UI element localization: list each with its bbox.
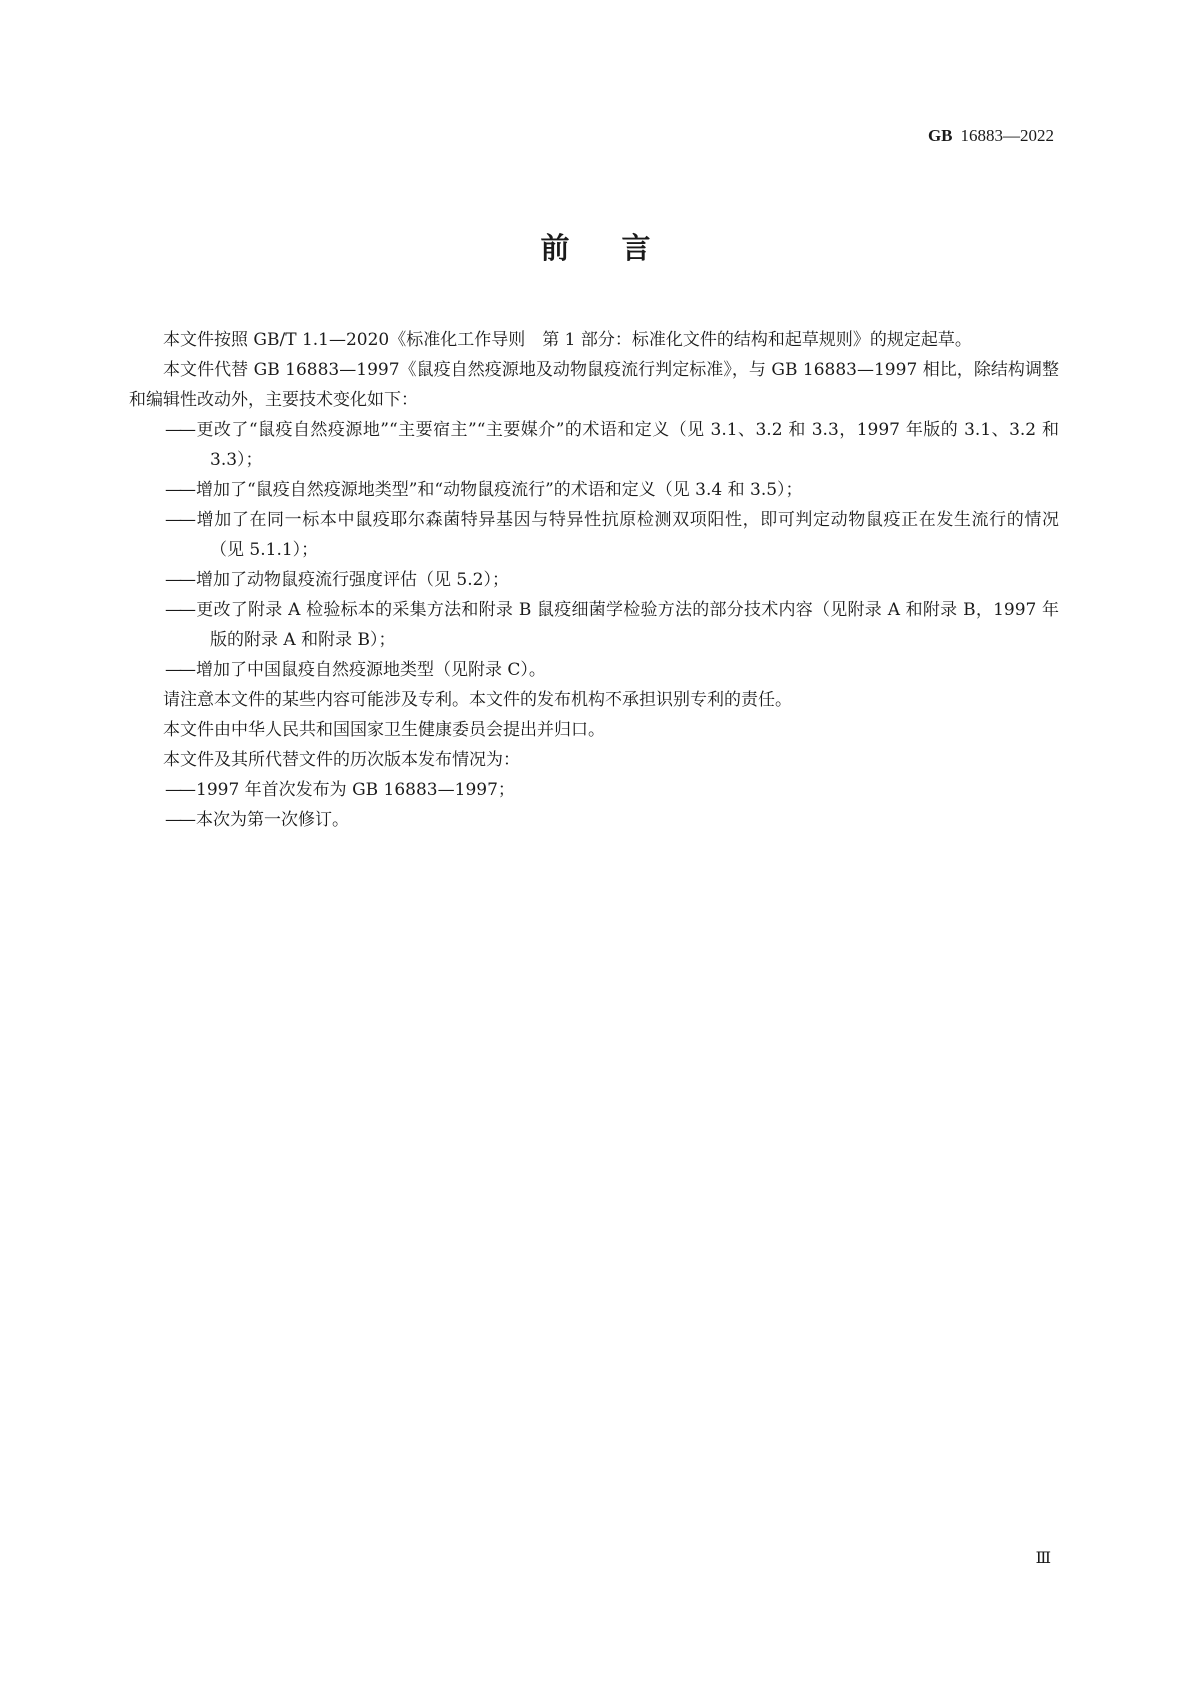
change-item [129, 655, 1059, 685]
change-item [129, 595, 1059, 655]
history-intro: 本文件及其所代替文件的历次版本发布情况为： [163, 750, 520, 770]
change-item-text: 更改了“鼠疫自然疫源地”“主要宿主”“主要媒介”的术语和定义（见 3.1、3.2 和 3.3，1997 年版的 3.1、3.2 和 3.3）； [196, 420, 1059, 470]
intro-paragraph: 本文件按照 GB/T 1.1—2020《标准化工作导则 第 1 部分：标准化文件的结构和起草规则》的规定起草。 [163, 330, 972, 350]
dash-marker: —— [165, 780, 193, 800]
standard-code: 16883—2022 [960, 126, 1054, 145]
standard-prefix: GB [927, 126, 953, 145]
change-item [129, 475, 1059, 505]
history-item-text: 本次为第一次修订。 [196, 810, 349, 830]
change-item [129, 505, 1059, 565]
proposer-paragraph: 本文件由中华人民共和国国家卫生健康委员会提出并归口。 [163, 720, 605, 740]
change-item [129, 565, 1059, 595]
dash-marker: —— [165, 570, 193, 590]
dash-marker: —— [165, 510, 193, 530]
standard-number-header [928, 126, 1054, 146]
page-number: Ⅲ [1035, 1550, 1051, 1567]
change-item-text: 增加了中国鼠疫自然疫源地类型（见附录 C）。 [196, 660, 546, 680]
history-item [129, 805, 1059, 835]
change-item-text: 更改了附录 A 检验标本的采集方法和附录 B 鼠疫细菌学检验方法的部分技术内容（见附录 A 和附录 B，1997 年版的附录 A 和附录 B）； [196, 600, 1059, 650]
replacement-paragraph: 本文件代替 GB 16883—1997《鼠疫自然疫源地及动物鼠疫流行判定标准》，与 GB 16883—1997 相比，除结构调整和编辑性改动外，主要技术变化如下： [129, 360, 1059, 410]
foreword-body [129, 325, 1059, 835]
change-item-text: 增加了动物鼠疫流行强度评估（见 5.2）； [196, 570, 509, 590]
change-item-text: 增加了在同一标本中鼠疫耶尔森菌特异基因与特异性抗原检测双项阳性，即可判定动物鼠疫正在发生流行的情况（见 5.1.1）； [196, 510, 1059, 560]
dash-marker: —— [165, 600, 193, 620]
change-item-text: 增加了“鼠疫自然疫源地类型”和“动物鼠疫流行”的术语和定义（见 3.4 和 3.5）； [196, 480, 803, 500]
dash-marker: —— [165, 480, 193, 500]
change-item [129, 415, 1059, 475]
dash-marker: —— [165, 420, 193, 440]
dash-marker: —— [165, 810, 193, 830]
dash-marker: —— [165, 660, 193, 680]
page-title: 前言 [540, 231, 703, 265]
patent-notice: 请注意本文件的某些内容可能涉及专利。本文件的发布机构不承担识别专利的责任。 [163, 690, 792, 710]
history-item [129, 775, 1059, 805]
history-item-text: 1997 年首次发布为 GB 16883—1997； [196, 780, 515, 800]
